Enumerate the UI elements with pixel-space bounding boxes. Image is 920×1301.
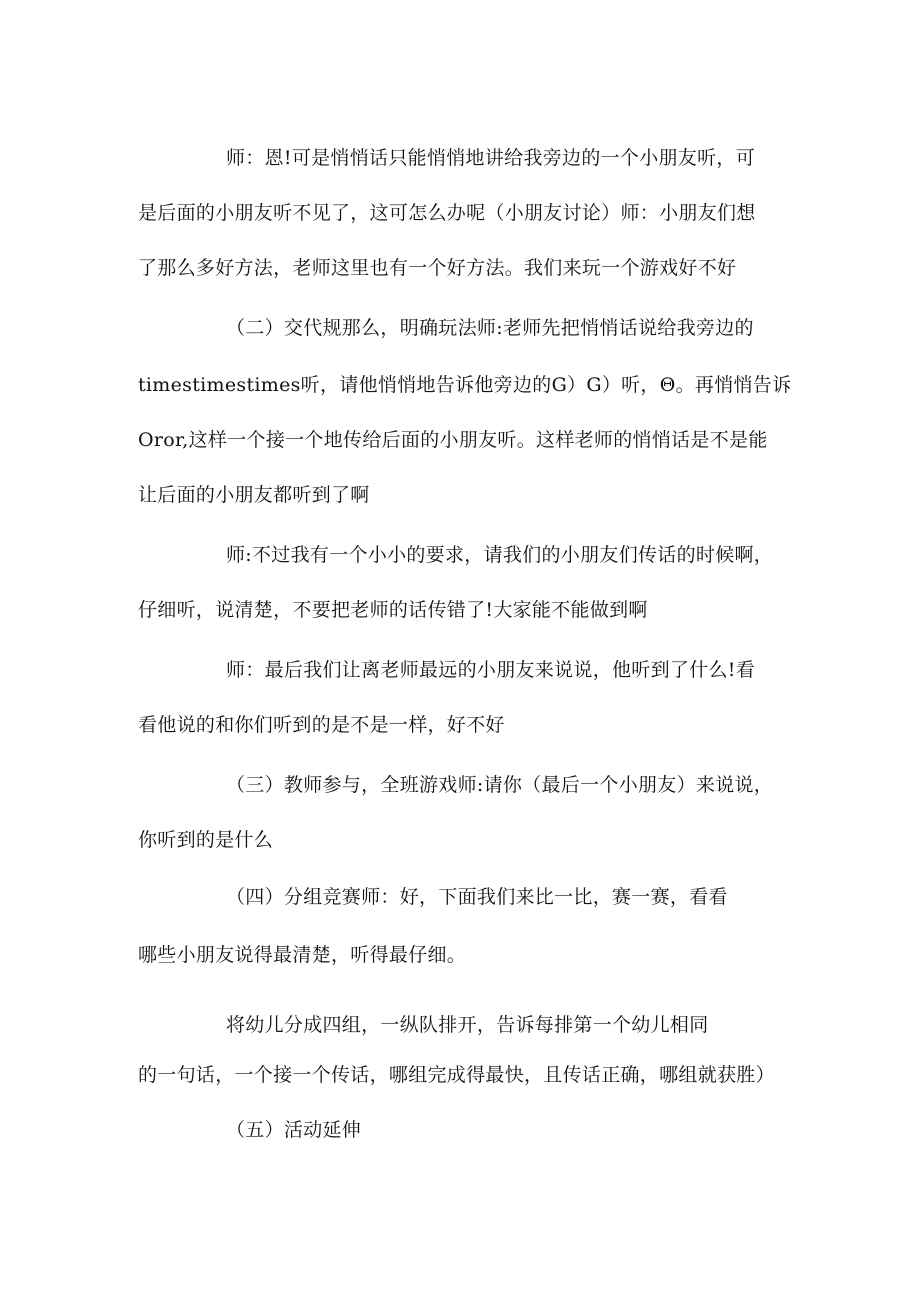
paragraph-7-line-2: 的一句话，一个接一个传话，哪组完成得最快，且传话正确，哪组就获胜） bbox=[138, 1064, 775, 1086]
paragraph-3-line-2: 仔细听，说清楚，不要把老师的话传错了!大家能不能做到啊 bbox=[138, 599, 648, 621]
paragraph-4-line-2: 看他说的和你们听到的是不是一样，好不好 bbox=[138, 714, 505, 736]
paragraph-6-line-2: 哪些小朋友说得最清楚，听得最仔细。 bbox=[138, 944, 467, 966]
paragraph-1-line-3: 了那么多好方法，老师这里也有一个好方法。我们来玩一个游戏好不好 bbox=[138, 257, 737, 279]
paragraph-4-line-1: 师：最后我们让离老师最远的小朋友来说说，他听到了什么!看 bbox=[226, 659, 756, 681]
paragraph-3-line-1: 师:不过我有一个小小的要求，请我们的小朋友们传话的时候啊， bbox=[226, 544, 774, 566]
section-heading-activity-extension: （五）活动延伸 bbox=[226, 1119, 362, 1141]
paragraph-7-line-1: 将幼儿分成四组，一纵队排开，告诉每排第一个幼儿相同 bbox=[226, 1014, 709, 1036]
paragraph-1-line-2: 是后面的小朋友听不见了，这可怎么办呢（小朋友讨论）师：小朋友们想 bbox=[138, 202, 756, 224]
paragraph-1-line-1: 师：恩!可是悄悄话只能悄悄地讲给我旁边的一个小朋友听，可 bbox=[226, 147, 756, 169]
paragraph-2-line-4: 让后面的小朋友都听到了啊 bbox=[138, 484, 370, 506]
paragraph-2-line-3: Oror,这样一个接一个地传给后面的小朋友听。这样老师的悄悄话是不是能 bbox=[138, 429, 768, 451]
paragraph-5-line-2: 你听到的是什么 bbox=[138, 829, 274, 851]
paragraph-2-line-2: timestimestimes听，请他悄悄地告诉他旁边的G）G）听，Θ。再悄悄告诉 bbox=[138, 374, 792, 396]
paragraph-5-line-1: （三）教师参与，全班游戏师:请你（最后一个小朋友）来说说， bbox=[226, 774, 774, 796]
paragraph-6-line-1: （四）分组竞赛师：好，下面我们来比一比，赛一赛，看看 bbox=[226, 886, 728, 908]
paragraph-2-line-1: （二）交代规那么，明确玩法师:老师先把悄悄话说给我旁边的 bbox=[226, 317, 754, 339]
